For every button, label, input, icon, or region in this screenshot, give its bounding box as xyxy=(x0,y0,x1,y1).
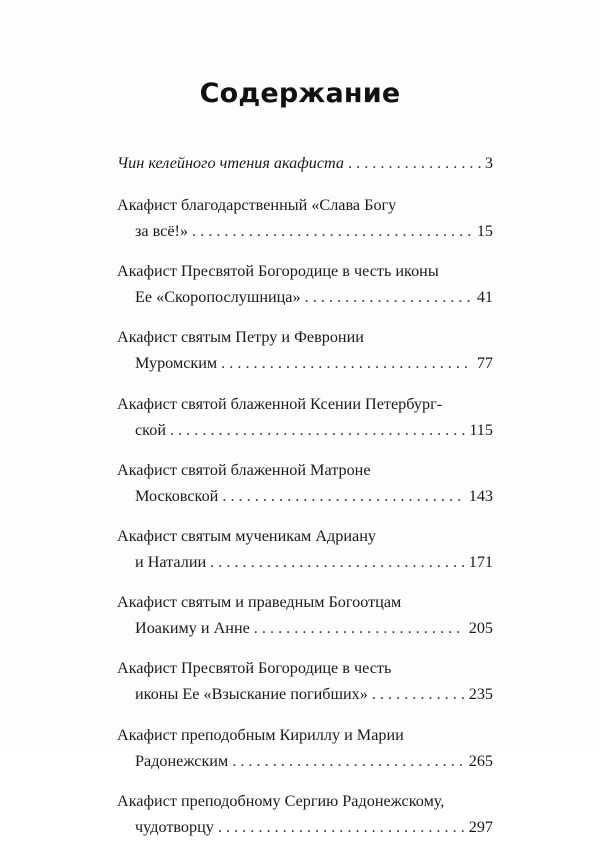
dot-leader xyxy=(254,615,465,641)
toc-page-number: 143 xyxy=(468,486,493,505)
toc-entry-title-cont: иконы Ее «Взыскание погибших» xyxy=(135,685,368,704)
toc-page-number: 265 xyxy=(468,751,493,770)
toc-entry-title-cont: Муромским xyxy=(135,354,218,373)
toc-entry-title: Акафист святым и праведным Богоотцам xyxy=(117,593,402,612)
toc-entry[interactable] xyxy=(117,457,493,509)
dot-leader xyxy=(170,417,465,443)
dot-leader xyxy=(222,483,464,509)
toc-entry-title: Акафист преподобным Кириллу и Марии xyxy=(117,725,404,744)
toc-page-number: 171 xyxy=(468,552,493,571)
dot-leader xyxy=(192,218,473,244)
toc-entry[interactable] xyxy=(117,589,493,641)
dot-leader xyxy=(221,350,473,376)
dot-leader xyxy=(232,748,465,774)
toc-entry-title-cont: за всё!» xyxy=(135,222,189,240)
toc-page-number: 3 xyxy=(484,154,493,172)
dot-leader xyxy=(305,284,473,310)
toc-entry[interactable] xyxy=(117,523,493,575)
toc-entry-title-cont: Иоакиму и Анне xyxy=(135,619,250,638)
toc-page-number: 41 xyxy=(476,288,493,307)
dot-leader xyxy=(210,549,465,575)
table-of-contents xyxy=(117,150,493,854)
toc-entry-title-cont: ской xyxy=(135,420,166,439)
toc-entry-title: Акафист святым мученикам Адриану xyxy=(117,526,376,545)
toc-entry-title-cont: чудотворцу xyxy=(135,817,214,836)
page-title: Содержание xyxy=(199,78,401,109)
toc-entry[interactable] xyxy=(117,192,493,244)
toc-entry[interactable] xyxy=(117,258,493,310)
toc-page-number: 77 xyxy=(476,354,493,373)
toc-entry-title: Акафист святой блаженной Матроне xyxy=(117,460,371,479)
toc-entry-title: Акафист благодарственный «Слава Богу xyxy=(117,196,397,214)
toc-entry[interactable] xyxy=(117,324,493,376)
dot-leader xyxy=(218,814,465,840)
toc-entry[interactable] xyxy=(117,150,493,176)
toc-entry-title-cont: Московской xyxy=(135,486,219,505)
toc-entry-title-cont: Радонежским xyxy=(135,751,229,770)
toc-entry[interactable] xyxy=(117,788,493,840)
toc-entry-title-cont: Ее «Скоропослушница» xyxy=(135,288,301,307)
toc-page-number: 297 xyxy=(468,817,493,836)
toc-page-number: 235 xyxy=(468,685,493,704)
toc-entry-title: Акафист Пресвятой Богородице в честь иконы xyxy=(117,262,439,281)
toc-entry-title: Чин келейного чтения акафиста xyxy=(117,154,344,172)
toc-entry-title-cont: и Наталии xyxy=(135,552,207,571)
toc-page-number: 205 xyxy=(468,619,493,638)
toc-entry-title: Акафист преподобному Сергию Радонежскому, xyxy=(117,791,445,810)
toc-entry[interactable] xyxy=(117,722,493,774)
toc-page-number: 15 xyxy=(476,222,493,240)
toc-entry[interactable] xyxy=(117,391,493,443)
toc-entry[interactable] xyxy=(117,655,493,707)
dot-leader xyxy=(348,150,481,176)
toc-entry-title: Акафист святой блаженной Ксении Петербург- xyxy=(117,394,443,413)
dot-leader xyxy=(372,681,465,707)
toc-entry-title: Акафист святым Петру и Февронии xyxy=(117,328,364,347)
toc-entry-title: Акафист Пресвятой Богородице в честь xyxy=(117,659,392,678)
toc-page-number: 115 xyxy=(469,420,493,439)
